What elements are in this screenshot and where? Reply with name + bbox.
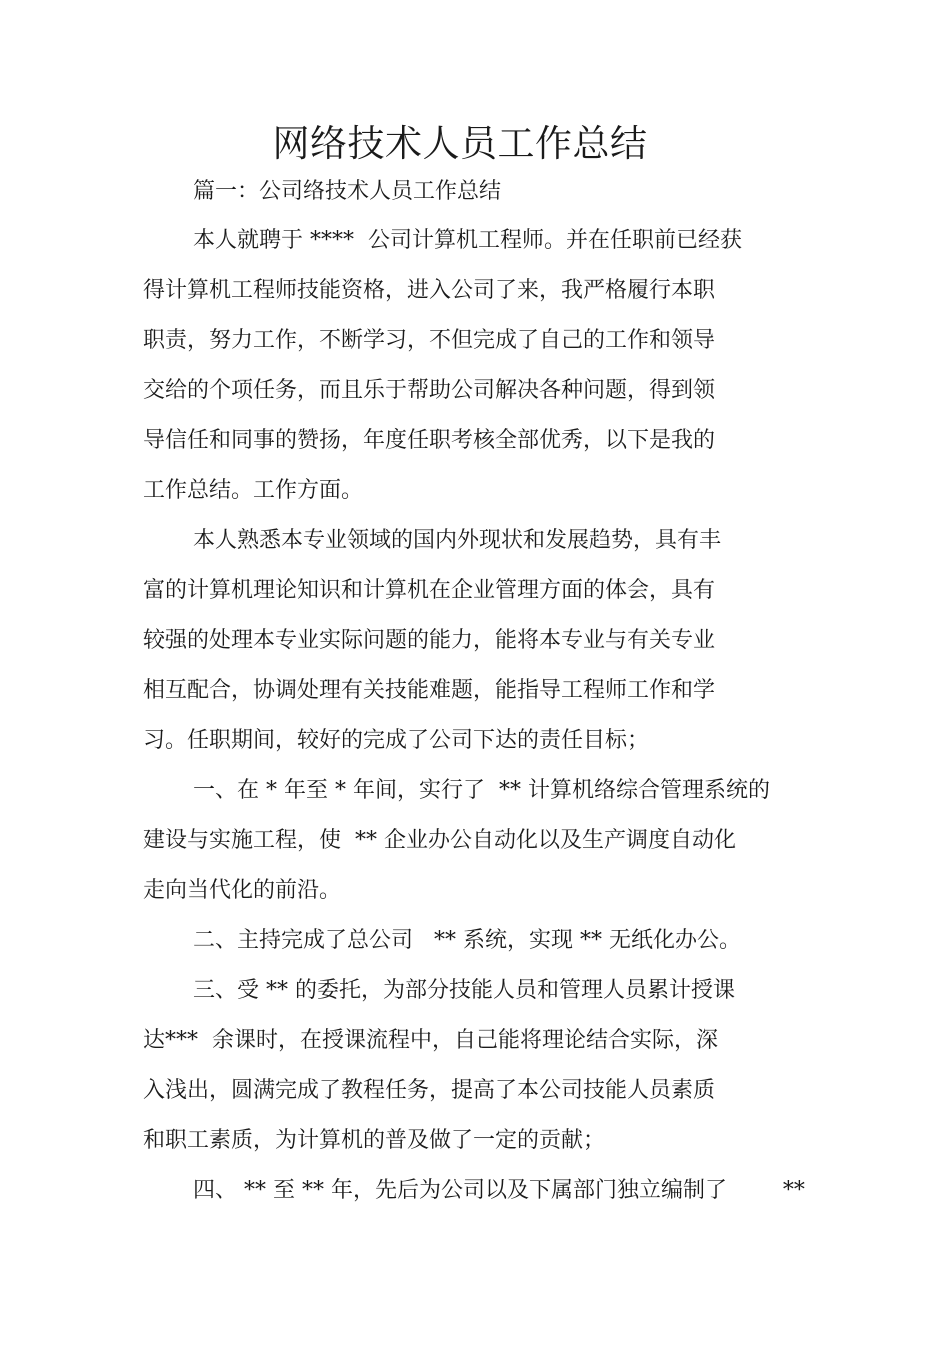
document-title: 网络技术人员工作总结 [272,122,648,165]
paragraph-line: 和职工素质，为计算机的普及做了一定的贡献； [143,1128,606,1153]
document-subtitle: 篇一：公司络技术人员工作总结 [193,179,502,204]
paragraph-line: 导信任和同事的赞扬，年度任职考核全部优秀，以下是我的 [143,428,716,453]
paragraph-line: 走向当代化的前沿。 [143,878,342,903]
paragraph-line: 得计算机工程师技能资格，进入公司了来，我严格履行本职 [143,278,716,303]
paragraph-line: 本人就聘于 **** 公司计算机工程师。并在任职前已经获 [193,228,742,253]
paragraph-line: 四、 ** 至 ** 年，先后为公司以及下属部门独立编制了 ** [193,1178,805,1203]
paragraph-line: 工作总结。工作方面。 [143,478,364,503]
paragraph-line: 相互配合，协调处理有关技能难题，能指导工程师工作和学 [143,678,716,703]
paragraph-line: 建设与实施工程，使 ** 企业办公自动化以及生产调度自动化 [143,828,736,853]
paragraph-line: 交给的个项任务，而且乐于帮助公司解决各种问题，得到领 [143,378,716,403]
paragraph-line: 本人熟悉本专业领域的国内外现状和发展趋势，具有丰 [193,528,722,553]
paragraph-line: 入浅出，圆满完成了教程任务，提高了本公司技能人员素质 [143,1078,716,1103]
paragraph-line: 一、在 * 年至 * 年间，实行了 ** 计算机络综合管理系统的 [193,778,770,803]
paragraph-line: 习。任职期间，较好的完成了公司下达的责任目标； [143,728,650,753]
paragraph-line: 较强的处理本专业实际问题的能力，能将本专业与有关专业 [143,628,716,653]
paragraph-line: 富的计算机理论知识和计算机在企业管理方面的体会，具有 [143,578,716,603]
paragraph-line: 职责，努力工作，不断学习，不但完成了自己的工作和领导 [143,328,716,353]
paragraph-line: 达*** 余课时，在授课流程中，自己能将理论结合实际，深 [143,1028,718,1053]
paragraph-line: 三、受 ** 的委托，为部分技能人员和管理人员累计授课 [193,978,735,1003]
paragraph-line: 二、主持完成了总公司 ** 系统，实现 ** 无纸化办公。 [193,928,741,953]
